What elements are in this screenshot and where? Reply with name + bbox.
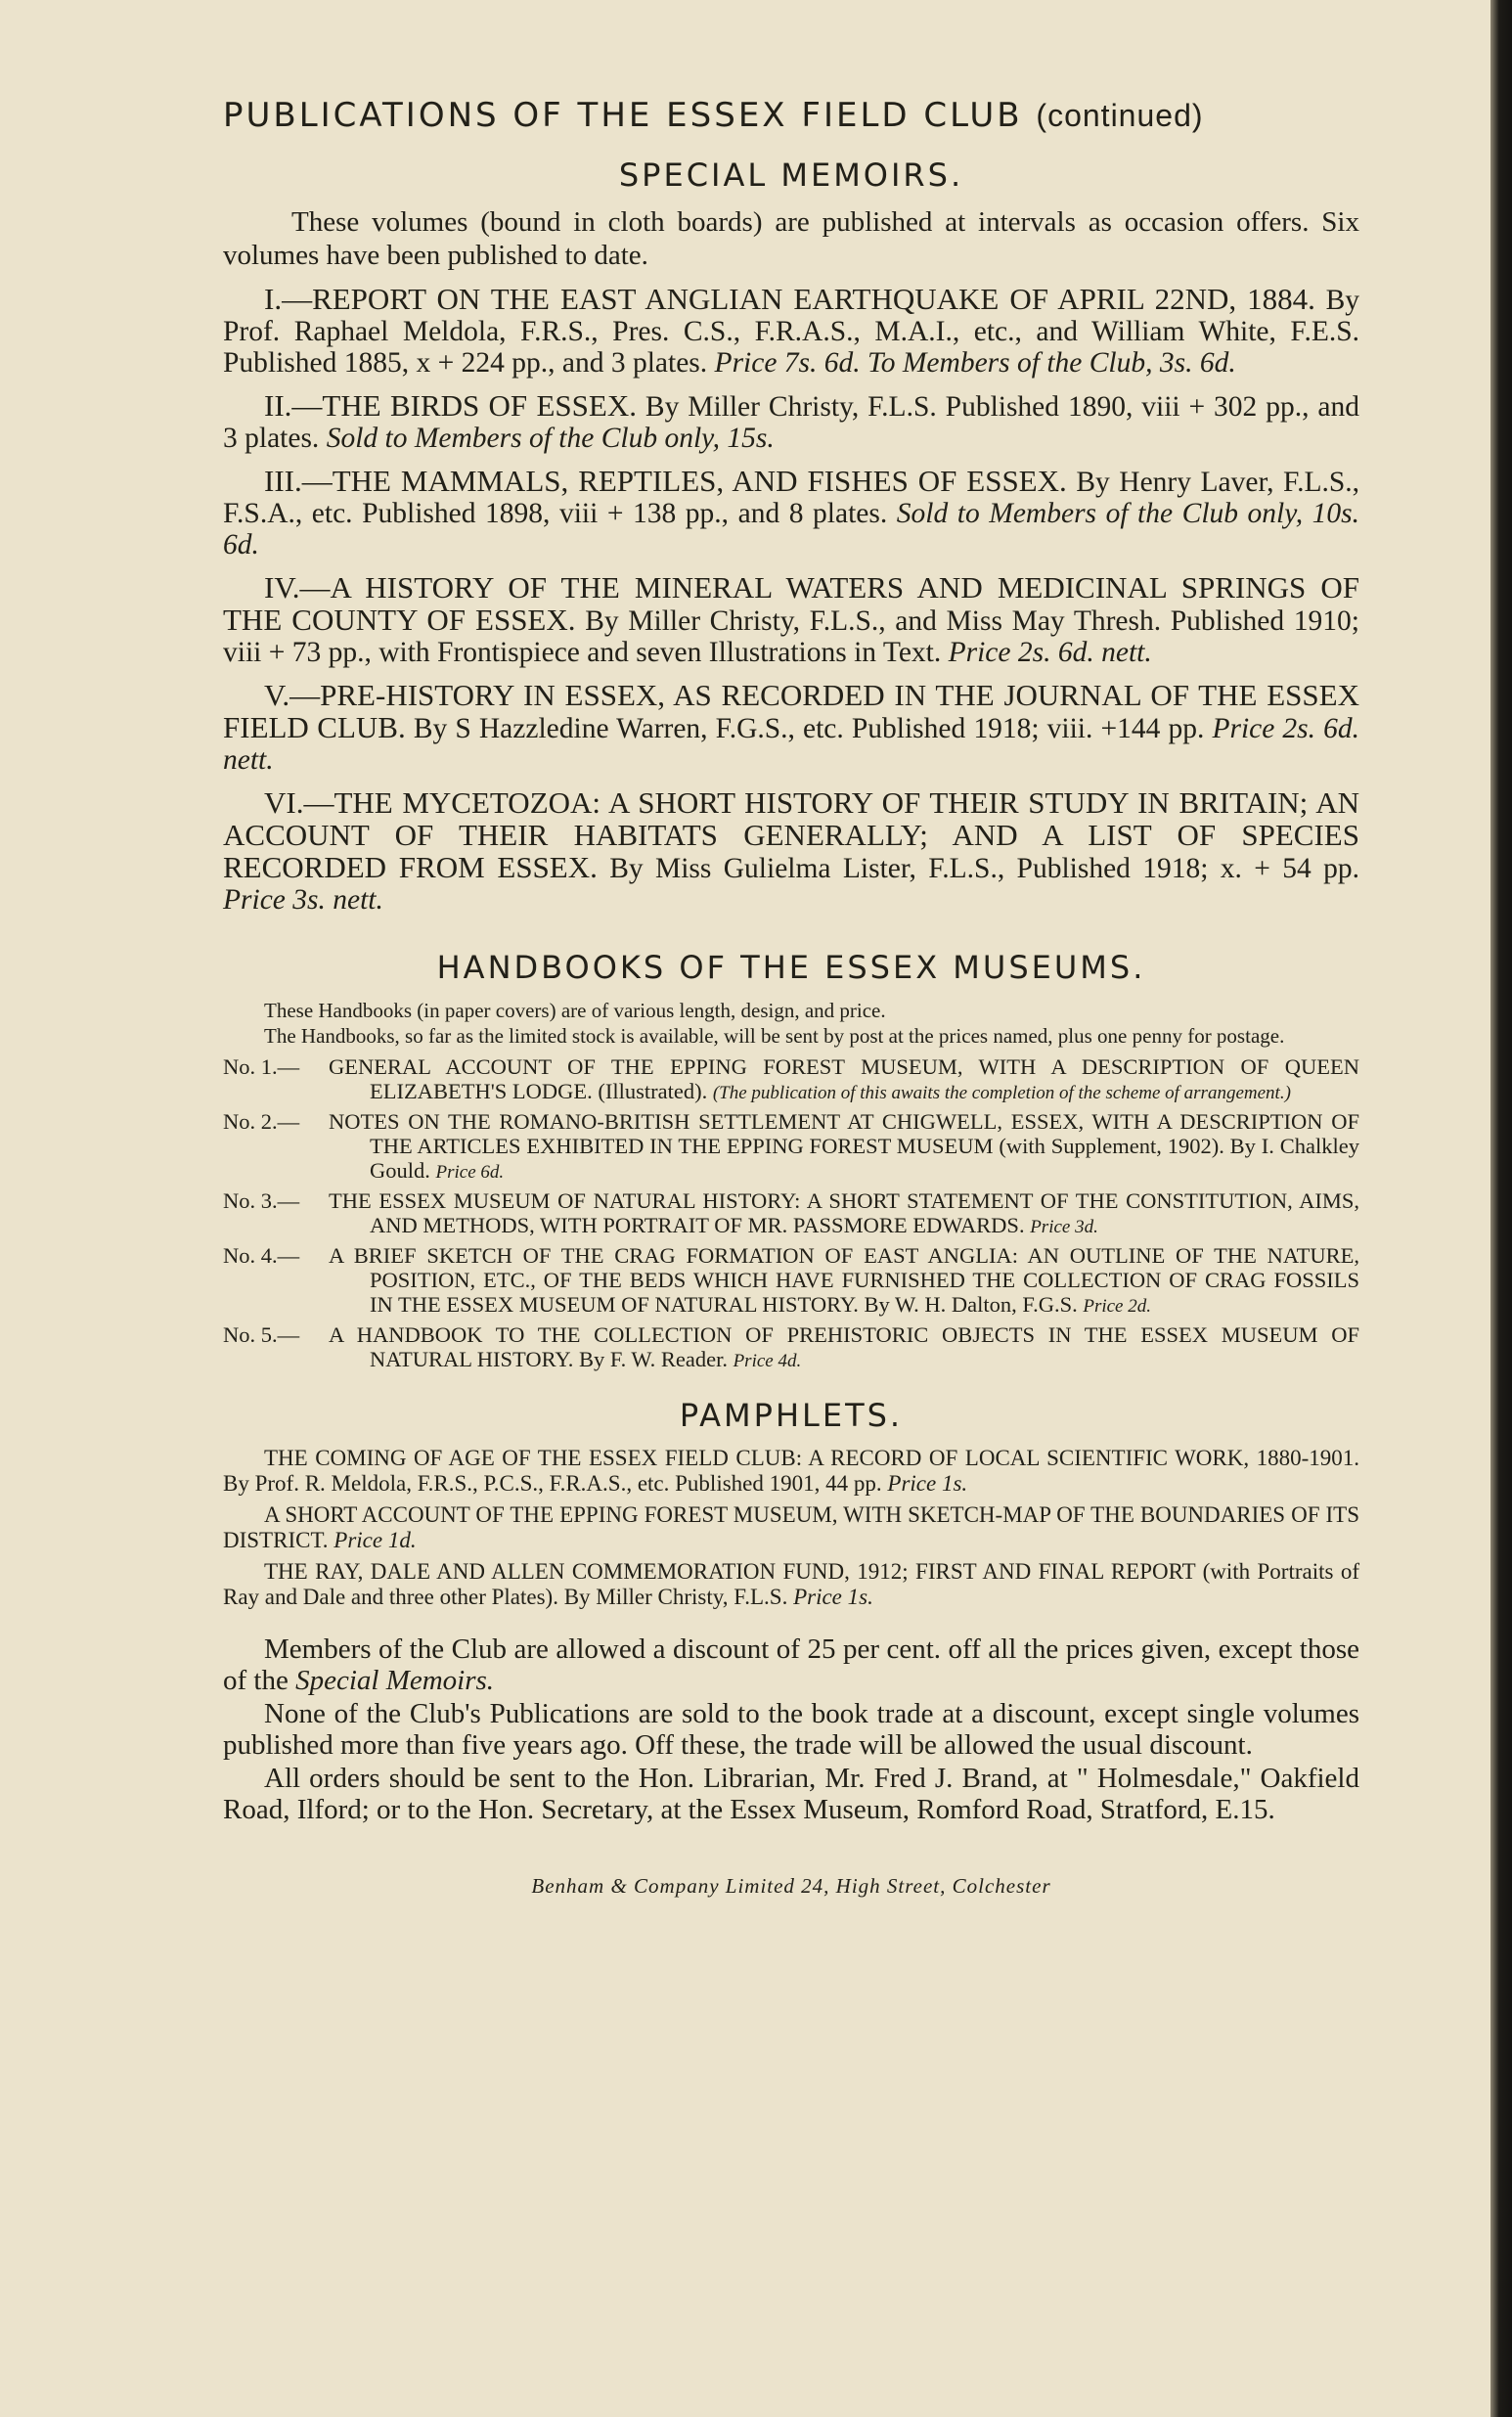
handbooks-title: HANDBOOKS OF THE ESSEX MUSEUMS. [436,949,1146,986]
memoir-item [223,572,1359,668]
page-header [223,96,1359,135]
header-continued: (continued) [1036,98,1204,133]
discount-text: Members of the Club are allowed a discount of 25 per cent. off all the prices given, except those of the [223,1634,1359,1696]
handbook-text: NOTES ON THE ROMANO-BRITISH SETTLEMENT AT CHIGWELL, ESSEX, WITH A DESCRIPTION OF THE ARTICLES EXHIBITED IN THE EPPING FOREST MUSEUM (with Supplement, 1902). By I. Chalkley Gould. [329,1109,1359,1183]
memoir-item [223,466,1359,560]
handbook-item [223,1054,1359,1105]
pamphlet-text: THE RAY, DALE AND ALLEN COMMEMORATION FUND, 1912; FIRST AND FINAL REPORT (with Portraits of Ray and Dale and three other Plates). By Miller Christy, F.L.S. [223,1559,1359,1609]
handbook-number: No. 1.— [223,1054,300,1079]
memoir-price: Sold to Members of the Club only, 10s. 6d. [223,498,1359,560]
handbook-text: A HANDBOOK TO THE COLLECTION OF PREHISTORIC OBJECTS IN THE ESSEX MUSEUM OF NATURAL HISTORY. By F. W. Reader. [329,1322,1359,1371]
memoir-details: By Prof. Raphael Meldola, F.R.S., Pres. C.S., F.R.A.S., M.A.I., etc., and William White, F.E.S. Published 1885, x + 224 pp., and 3 plates. [223,285,1359,379]
pamphlet-item [223,1446,1359,1497]
handbook-item [223,1243,1359,1319]
handbook-number: No. 2.— [223,1109,300,1134]
memoir-item [223,680,1359,776]
handbook-number: No. 5.— [223,1322,300,1347]
pamphlet-text: A SHORT ACCOUNT OF THE EPPING FOREST MUSEUM, WITH SKETCH-MAP OF THE BOUNDARIES OF ITS DISTRICT. [223,1502,1359,1552]
handbook-text: GENERAL ACCOUNT OF THE EPPING FOREST MUSEUM, WITH A DESCRIPTION OF QUEEN ELIZABETH'S LODGE. (Illustrated). [329,1054,1359,1103]
memoir-price: Price 3s. nett. [223,884,383,916]
memoir-price: Price 2s. 6d. nett. [948,637,1152,668]
memoir-title: IV.—A HISTORY OF THE MINERAL WATERS AND MEDICINAL SPRINGS OF THE COUNTY OF ESSEX. [223,570,1359,637]
handbook-note: Price 6d. [435,1162,505,1183]
pamphlet-item [223,1559,1359,1610]
handbooks-intro-1: These Handbooks (in paper covers) are of various length, design, and price. [264,999,886,1022]
memoir-title: V.—PRE-HISTORY IN ESSEX, AS RECORDED IN THE JOURNAL OF THE ESSEX FIELD CLUB. [223,678,1359,744]
memoir-item [223,787,1359,916]
special-memoirs-intro: These volumes (bound in cloth boards) are published at intervals as occasion offers. Six volumes have been published to date. [223,206,1359,271]
printer-imprint: Benham & Company Limited 24, High Street, Colchester [531,1874,1051,1898]
memoir-title: III.—THE MAMMALS, REPTILES, AND FISHES OF ESSEX. [264,464,1067,498]
handbook-item [223,1109,1359,1185]
memoir-details: By Miller Christy, F.L.S. Published 1890, viii + 302 pp., and 3 plates. [223,391,1359,454]
memoir-details: By Miss Gulielma Lister, F.L.S., Published 1918; x. + 54 pp. [609,853,1359,884]
pamphlet-text: THE COMING OF AGE OF THE ESSEX FIELD CLUB: A RECORD OF LOCAL SCIENTIFIC WORK, 1880-1901. By Prof. R. Meldola, F.R.S., P.C.S., F.R.A.S., etc. Published 1901, 44 pp. [223,1446,1359,1496]
handbook-number: No. 3.— [223,1188,300,1213]
memoir-details: By Miller Christy, F.L.S., and Miss May Thresh. Published 1910; viii + 73 pp., with Frontispiece and seven Illustrations in Text. [223,605,1360,668]
memoir-item [223,390,1359,454]
discount-exception: Special Memoirs. [295,1665,495,1696]
memoir-details: By Henry Laver, F.L.S., F.S.A., etc. Published 1898, viii + 138 pp., and 8 plates. [223,467,1360,529]
pamphlet-price: Price 1s. [793,1585,873,1609]
discount-note [223,1634,1359,1696]
memoir-title: I.—REPORT ON THE EAST ANGLIAN EARTHQUAKE OF APRIL 22ND, 1884. [264,282,1315,316]
orders-note: All orders should be sent to the Hon. Librarian, Mr. Fred J. Brand, at " Holmesdale," Oakfield Road, Ilford; or to the Hon. Secretary, at the Essex Museum, Romford Road, Stratford, E.15. [223,1763,1359,1825]
handbook-item [223,1188,1359,1239]
handbooks-intro-2: The Handbooks, so far as the limited stock is available, will be sent by post at the prices named, plus one penny for postage. [264,1024,1285,1048]
memoir-title: II.—THE BIRDS OF ESSEX. [264,388,637,423]
header-title: PUBLICATIONS OF THE ESSEX FIELD CLUB [223,96,1023,135]
handbook-list [223,1054,1359,1373]
handbook-number: No. 4.— [223,1243,300,1268]
pamphlet-price: Price 1d. [334,1528,417,1552]
special-memoirs-title: SPECIAL MEMOIRS. [618,157,964,194]
handbook-text: THE ESSEX MUSEUM OF NATURAL HISTORY: A SHORT STATEMENT OF THE CONSTITUTION, AIMS, AND METHODS, WITH PORTRAIT OF MR. PASSMORE EDWARDS. [329,1188,1359,1237]
pamphlets-title: PAMPHLETS. [679,1397,904,1434]
handbook-note: Price 2d. [1083,1296,1151,1317]
pamphlet-item [223,1502,1359,1553]
memoir-details: By S Hazzledine Warren, F.G.S., etc. Published 1918; viii. +144 pp. [413,713,1205,744]
trade-note: None of the Club's Publications are sold to the book trade at a discount, except single volumes published more than five years ago. Off these, the trade will be allowed the usual discount. [223,1698,1359,1761]
memoir-price: Sold to Members of the Club only, 15s. [326,423,775,454]
handbook-item [223,1322,1359,1373]
memoir-list [223,284,1359,916]
memoir-price: Price 7s. 6d. To Members of the Club, 3s. 6d. [714,347,1236,379]
handbook-note: (The publication of this awaits the completion of the scheme of arrangement.) [712,1083,1291,1103]
handbook-note: Price 4d. [733,1351,802,1371]
memoir-price: Price 2s. 6d. nett. [223,713,1360,776]
closing-notes [223,1634,1359,1825]
memoir-item [223,284,1359,379]
page-edge-shadow [1490,0,1512,2417]
memoir-title: VI.—THE MYCETOZOA: A SHORT HISTORY OF THEIR STUDY IN BRITAIN; AN ACCOUNT OF THEIR HABITATS GENERALLY; AND A LIST OF SPECIES RECORDED FROM ESSEX. [223,785,1359,884]
handbook-note: Price 3d. [1030,1217,1098,1237]
handbook-text: A BRIEF SKETCH OF THE CRAG FORMATION OF EAST ANGLIA: AN OUTLINE OF THE NATURE, POSITION, ETC., OF THE BEDS WHICH HAVE FURNISHED THE COLLECTION OF CRAG FOSSILS IN THE ESSEX MUSEUM OF NATURAL HISTORY. By W. H. Dalton, F.G.S. [329,1243,1359,1317]
pamphlet-list [223,1446,1359,1610]
page-content [223,96,1359,1899]
pamphlet-price: Price 1s. [887,1471,968,1496]
